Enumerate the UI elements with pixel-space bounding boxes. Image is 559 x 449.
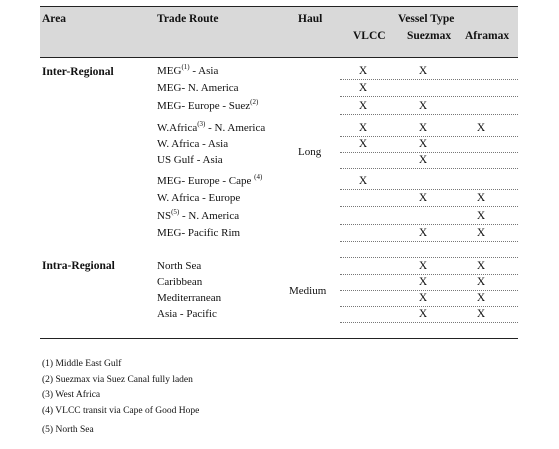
mark-suezmax: X bbox=[418, 227, 428, 239]
route-label: W. Africa - Asia bbox=[157, 138, 229, 150]
route-label: Caribbean bbox=[157, 276, 203, 288]
footnote: (5) North Sea bbox=[42, 425, 94, 435]
header-trade-route: Trade Route bbox=[157, 13, 219, 25]
route-label: MEG$^{(1)}$ - Asia bbox=[157, 63, 219, 77]
footnote: (2) Suezmax via Suez Canal fully laden bbox=[42, 375, 193, 385]
mark-suezmax: X bbox=[418, 292, 428, 304]
header-aframax: Aframax bbox=[465, 30, 510, 42]
mark-vlcc: X bbox=[358, 100, 368, 112]
mark-vlcc: X bbox=[358, 122, 368, 134]
row-divider bbox=[340, 136, 518, 137]
mark-suezmax: X bbox=[418, 100, 428, 112]
mark-vlcc: X bbox=[358, 82, 368, 94]
row-divider bbox=[340, 322, 518, 323]
header-suezmax: Suezmax bbox=[407, 30, 452, 42]
mark-aframax: X bbox=[476, 227, 486, 239]
row-divider bbox=[340, 257, 518, 258]
row-divider bbox=[340, 168, 518, 169]
mark-vlcc: X bbox=[358, 138, 368, 150]
route-label: MEG- Pacific Rim bbox=[157, 227, 241, 239]
top-rule bbox=[40, 6, 518, 7]
footnote: (3) West Africa bbox=[42, 390, 101, 400]
row-divider bbox=[340, 290, 518, 291]
row-divider bbox=[340, 224, 518, 225]
mark-suezmax: X bbox=[418, 138, 428, 150]
mark-aframax: X bbox=[476, 276, 486, 288]
row-divider bbox=[340, 274, 518, 275]
mark-vlcc: X bbox=[358, 65, 368, 77]
route-label: NS$^{(5)}$ - N. America bbox=[157, 208, 240, 222]
route-label: Mediterranean bbox=[157, 292, 222, 304]
footnote: (4) VLCC transit via Cape of Good Hope bbox=[42, 406, 200, 416]
mark-suezmax: X bbox=[418, 154, 428, 166]
footnote: (1) Middle East Gulf bbox=[42, 359, 122, 369]
route-label: MEG- Europe - Suez$^{(2)}$ bbox=[157, 98, 259, 112]
route-label: Asia - Pacific bbox=[157, 308, 217, 320]
mark-suezmax: X bbox=[418, 122, 428, 134]
mark-aframax: X bbox=[476, 122, 486, 134]
route-label: US Gulf - Asia bbox=[157, 154, 223, 166]
mark-suezmax: X bbox=[418, 65, 428, 77]
mark-suezmax: X bbox=[418, 192, 428, 204]
header-haul: Haul bbox=[298, 13, 323, 25]
bottom-rule bbox=[40, 338, 518, 339]
row-divider bbox=[340, 114, 518, 115]
route-label: W.Africa$^{(3)}$ - N. America bbox=[157, 120, 266, 134]
route-label: MEG- N. America bbox=[157, 82, 239, 94]
mark-suezmax: X bbox=[418, 308, 428, 320]
area-inter-regional: Inter-Regional bbox=[42, 66, 114, 78]
mark-aframax: X bbox=[476, 292, 486, 304]
header-area: Area bbox=[42, 13, 67, 25]
mark-aframax: X bbox=[476, 192, 486, 204]
row-divider bbox=[340, 306, 518, 307]
row-divider bbox=[340, 189, 518, 190]
route-label: North Sea bbox=[157, 260, 202, 272]
row-divider bbox=[340, 206, 518, 207]
mark-aframax: X bbox=[476, 210, 486, 222]
mark-aframax: X bbox=[476, 260, 486, 272]
area-intra-regional: Intra-Regional bbox=[42, 260, 115, 272]
mark-suezmax: X bbox=[418, 260, 428, 272]
mark-suezmax: X bbox=[418, 276, 428, 288]
header-vessel-type: Vessel Type bbox=[398, 13, 455, 25]
header-vlcc: VLCC bbox=[353, 30, 386, 42]
route-label: W. Africa - Europe bbox=[157, 192, 241, 204]
row-divider bbox=[340, 241, 518, 242]
header-rule bbox=[40, 57, 518, 58]
row-divider bbox=[340, 152, 518, 153]
row-divider bbox=[340, 96, 518, 97]
row-divider bbox=[340, 79, 518, 80]
haul-long: Long bbox=[298, 146, 322, 158]
mark-aframax: X bbox=[476, 308, 486, 320]
route-label: MEG- Europe - Cape $^{(4)}$ bbox=[157, 173, 263, 187]
mark-vlcc: X bbox=[358, 175, 368, 187]
haul-medium: Medium bbox=[289, 285, 327, 297]
